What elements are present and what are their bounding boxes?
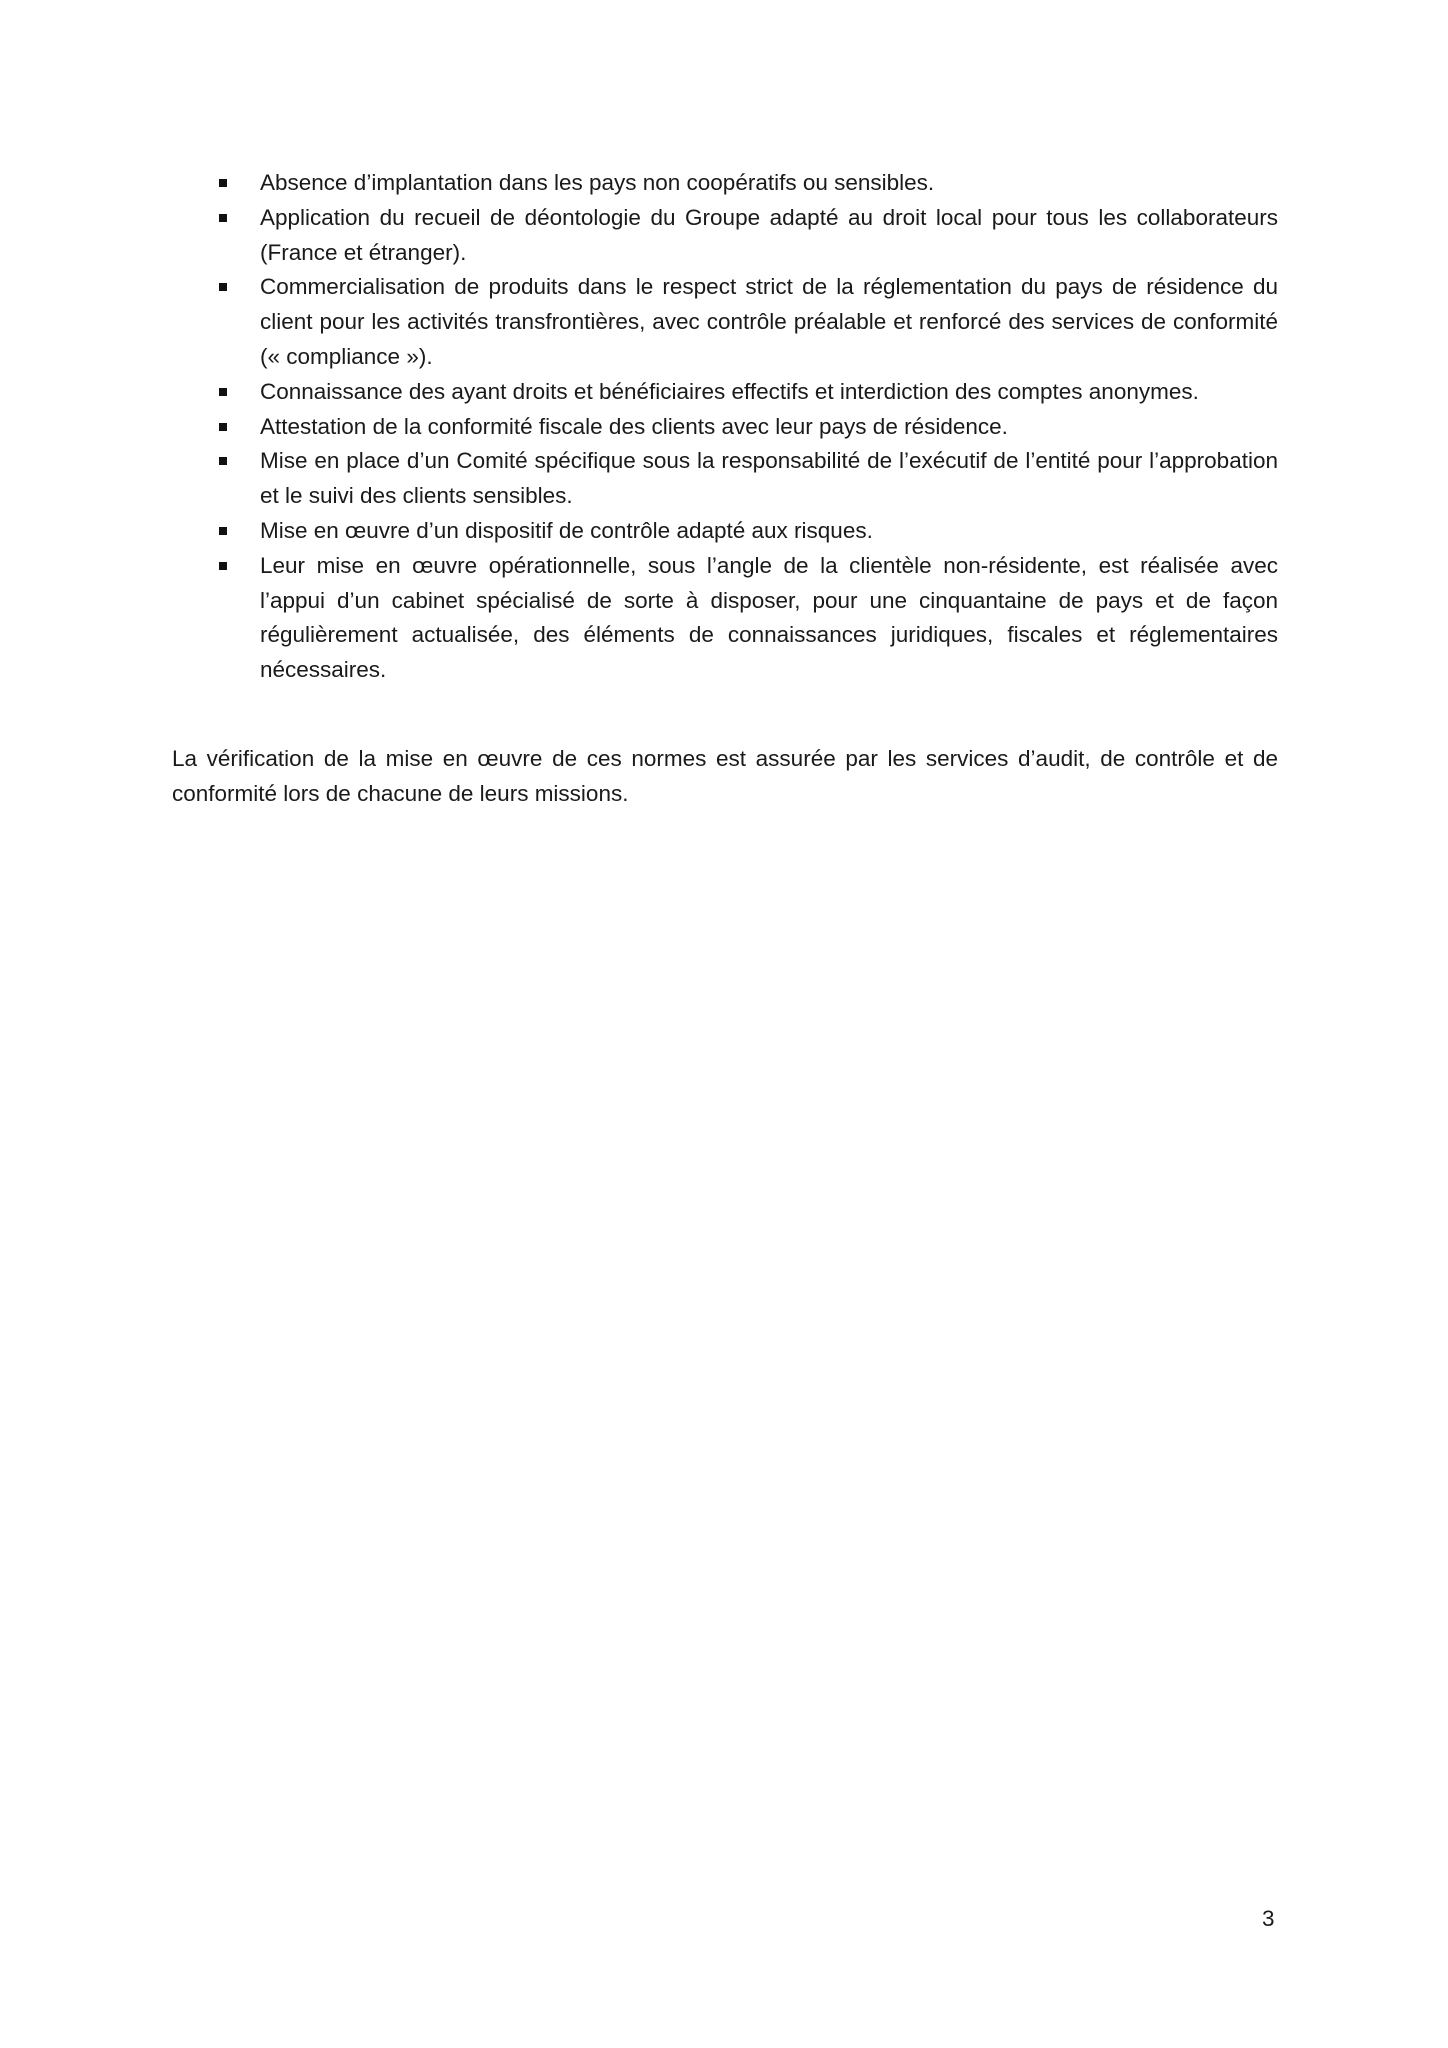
list-item-text: Mise en place d’un Comité spécifique sous la responsabilité de l’exécutif de l’entité pour l’approbation et le suivi des clients sensibles. [260,448,1278,509]
page-number: 3 [1262,1906,1275,1931]
list-item-text: Attestation de la conformité fiscale des clients avec leur pays de résidence. [260,413,1008,439]
list-item [172,444,1278,514]
square-bullet-icon [219,562,227,570]
square-bullet-icon [219,388,227,396]
list-item-text: Connaissance des ayant droits et bénéficiaires effectifs et interdiction des comptes anonymes. [260,378,1199,404]
square-bullet-icon [219,214,227,222]
list-item [172,270,1278,374]
list-item-text: Application du recueil de déontologie du Groupe adapté au droit local pour tous les collaborateurs (France et étranger). [260,204,1278,265]
list-item-text: Mise en œuvre d’un dispositif de contrôle adapté aux risques. [260,517,873,543]
square-bullet-icon [219,283,227,291]
square-bullet-icon [219,423,227,431]
list-item [172,375,1278,410]
square-bullet-icon [219,527,227,535]
list-item-text: Leur mise en œuvre opérationnelle, sous l’angle de la clientèle non-résidente, est réalisée avec l’appui d’un cabinet spécialisé de sorte à disposer, pour une cinquantaine de pays et de façon régulièrement actualisée, des éléments de connaissances juridiques, fiscales et réglementaires nécessaires. [260,552,1278,683]
closing-paragraph: La vérification de la mise en œuvre de ces normes est assurée par les services d’audit, de contrôle et de conformité lors de chacune de leurs missions. [172,745,1278,806]
square-bullet-icon [219,457,227,465]
list-item [172,410,1278,445]
list-item [172,166,1278,201]
page-content [172,166,1278,834]
bullet-list [172,166,1278,688]
list-item-text: Absence d’implantation dans les pays non coopératifs ou sensibles. [260,170,935,195]
square-bullet-icon [219,179,227,187]
list-item [172,549,1278,688]
list-item [172,514,1278,549]
list-item [172,201,1278,271]
list-item-text: Commercialisation de produits dans le respect strict de la réglementation du pays de résidence du client pour les activités transfrontières, avec contrôle préalable et renforcé des services de conformité (« compliance »). [260,274,1278,369]
